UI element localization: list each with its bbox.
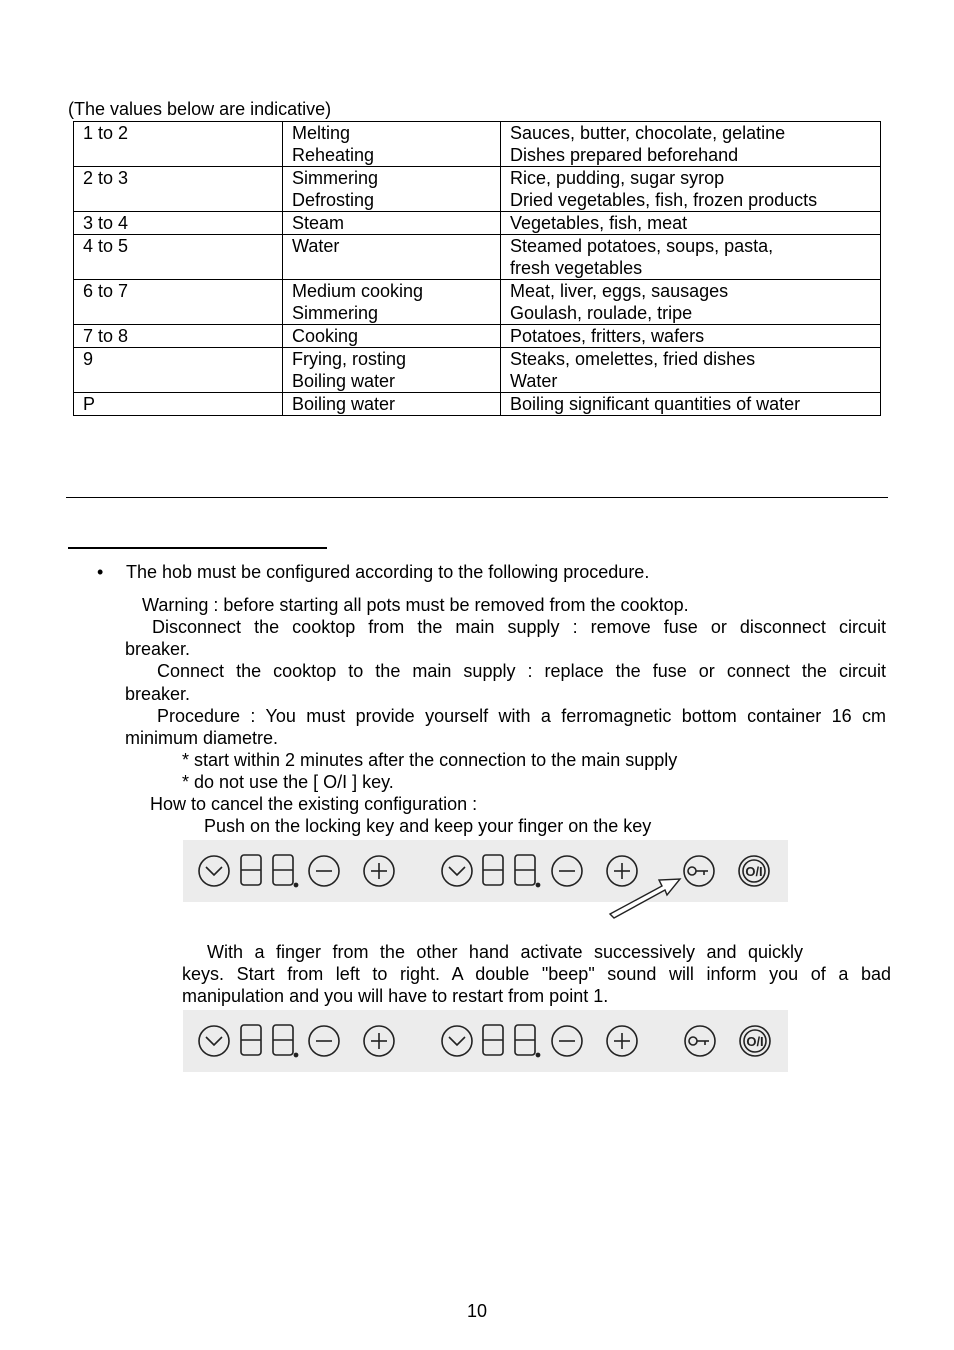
use-cell-line: Defrosting: [292, 190, 375, 210]
examples-cell: [501, 235, 881, 280]
table-row: [74, 393, 881, 416]
power-level-table: [73, 121, 881, 416]
use-cell-line: Cooking: [292, 326, 359, 346]
power-level-cell: P: [74, 393, 283, 416]
page-number: 10: [466, 1301, 488, 1321]
config-intro: The hob must be configured according to the following procedure.: [126, 562, 650, 582]
table-row: [74, 325, 881, 348]
use-cell: [283, 280, 501, 325]
table-caption: (The values below are indicative): [68, 99, 332, 119]
examples-cell-line: Rice, pudding, sugar syrop: [510, 168, 725, 188]
step-activate-line-3: manipulation and you will have to restart from point 1.: [182, 986, 609, 1006]
seven-segment-display-icon: [241, 855, 298, 887]
cancel-heading: How to cancel the existing configuration :: [150, 794, 478, 814]
timer-key-icon: [199, 1026, 229, 1056]
timer-key-icon: [199, 856, 229, 886]
svg-text:O/I: O/I: [745, 864, 763, 879]
timer-key-icon: [442, 856, 472, 886]
use-cell-line: Steam: [292, 213, 345, 233]
power-level-cell: 2 to 3: [74, 167, 283, 212]
power-level-cell: 6 to 7: [74, 280, 283, 325]
power-level-cell: 4 to 5: [74, 235, 283, 280]
power-level-cell: 9: [74, 348, 283, 393]
examples-cell-line: Vegetables, fish, meat: [510, 213, 688, 233]
seven-segment-display-icon: [483, 1025, 540, 1057]
svg-text:O/I: O/I: [746, 1034, 764, 1049]
use-cell: [283, 235, 501, 280]
warning-text: Warning : before starting all pots must be removed from the cooktop.: [142, 595, 689, 615]
use-cell: [283, 348, 501, 393]
power-level-cell: 3 to 4: [74, 212, 283, 235]
bullet-dot: •: [97, 562, 104, 582]
use-cell-line: Simmering: [292, 168, 379, 188]
use-cell: [283, 393, 501, 416]
examples-cell: [501, 348, 881, 393]
examples-cell: [501, 325, 881, 348]
examples-cell: [501, 122, 881, 167]
step-activate-line-1: With a finger from the other hand activate successively and quickly: [207, 942, 803, 962]
use-cell-line: Boiling water: [292, 394, 396, 414]
minus-key-icon: [309, 1026, 339, 1056]
use-cell: [283, 167, 501, 212]
lock-key-icon: [685, 1026, 715, 1056]
power-level-cell: 7 to 8: [74, 325, 283, 348]
procedure-line-1: Procedure : You must provide yourself with a ferromagnetic bottom container 16 cm: [157, 706, 886, 726]
use-cell-line: Medium cooking: [292, 281, 424, 301]
examples-cell-line: Goulash, roulade, tripe: [510, 303, 693, 323]
connect-line-2: breaker.: [125, 684, 191, 704]
minus-key-icon: [552, 1026, 582, 1056]
use-cell: [283, 325, 501, 348]
examples-cell-line: Dried vegetables, fish, frozen products: [510, 190, 818, 210]
examples-cell-line: Boiling significant quantities of water: [510, 394, 801, 414]
use-cell-line: Reheating: [292, 145, 375, 165]
examples-cell: [501, 212, 881, 235]
examples-cell-line: Sauces, butter, chocolate, gelatine: [510, 123, 786, 143]
table-row: [74, 235, 881, 280]
table-row: [74, 348, 881, 393]
table-row: [74, 167, 881, 212]
disconnect-line-1: Disconnect the cooktop from the main supply : remove fuse or disconnect circuit: [152, 617, 886, 637]
arrow-pointer-icon: [600, 870, 700, 920]
heading-underline: [68, 547, 327, 549]
section-divider: [66, 497, 888, 498]
examples-cell-line: Dishes prepared beforehand: [510, 145, 739, 165]
seven-segment-display-icon: [483, 855, 540, 887]
timer-key-icon: [442, 1026, 472, 1056]
examples-cell-line: fresh vegetables: [510, 258, 643, 278]
use-cell-line: Boiling water: [292, 371, 396, 391]
examples-cell: [501, 280, 881, 325]
use-cell-line: Simmering: [292, 303, 379, 323]
note-start: * start within 2 minutes after the connection to the main supply: [182, 750, 678, 770]
use-cell-line: Melting: [292, 123, 351, 143]
disconnect-line-2: breaker.: [125, 639, 191, 659]
control-panel-illustration-2: [183, 1010, 788, 1072]
examples-cell-line: Steaks, omelettes, fried dishes: [510, 349, 756, 369]
plus-key-icon: [364, 856, 394, 886]
examples-cell: [501, 393, 881, 416]
use-cell-line: Frying, rosting: [292, 349, 407, 369]
procedure-line-2: minimum diametre.: [125, 728, 279, 748]
plus-key-icon: [607, 1026, 637, 1056]
connect-line-1: Connect the cooktop to the main supply : replace the fuse or connect the circuit: [157, 661, 886, 681]
use-cell: [283, 122, 501, 167]
step-activate-line-2: keys. Start from left to right. A double "beep" sound will inform you of a bad: [182, 964, 891, 984]
seven-segment-display-icon: [241, 1025, 298, 1057]
minus-key-icon: [309, 856, 339, 886]
minus-key-icon: [552, 856, 582, 886]
power-level-cell: 1 to 2: [74, 122, 283, 167]
use-cell-line: Water: [292, 236, 340, 256]
examples-cell-line: Steamed potatoes, soups, pasta,: [510, 236, 774, 256]
examples-cell-line: Meat, liver, eggs, sausages: [510, 281, 729, 301]
examples-cell-line: Potatoes, fritters, wafers: [510, 326, 705, 346]
table-row: [74, 280, 881, 325]
use-cell: [283, 212, 501, 235]
table-row: [74, 122, 881, 167]
plus-key-icon: [364, 1026, 394, 1056]
step-locking-key: Push on the locking key and keep your finger on the key: [204, 816, 652, 836]
examples-cell-line: Water: [510, 371, 558, 391]
table-row: [74, 212, 881, 235]
examples-cell: [501, 167, 881, 212]
note-no-onoff: * do not use the [ O/I ] key.: [182, 772, 394, 792]
